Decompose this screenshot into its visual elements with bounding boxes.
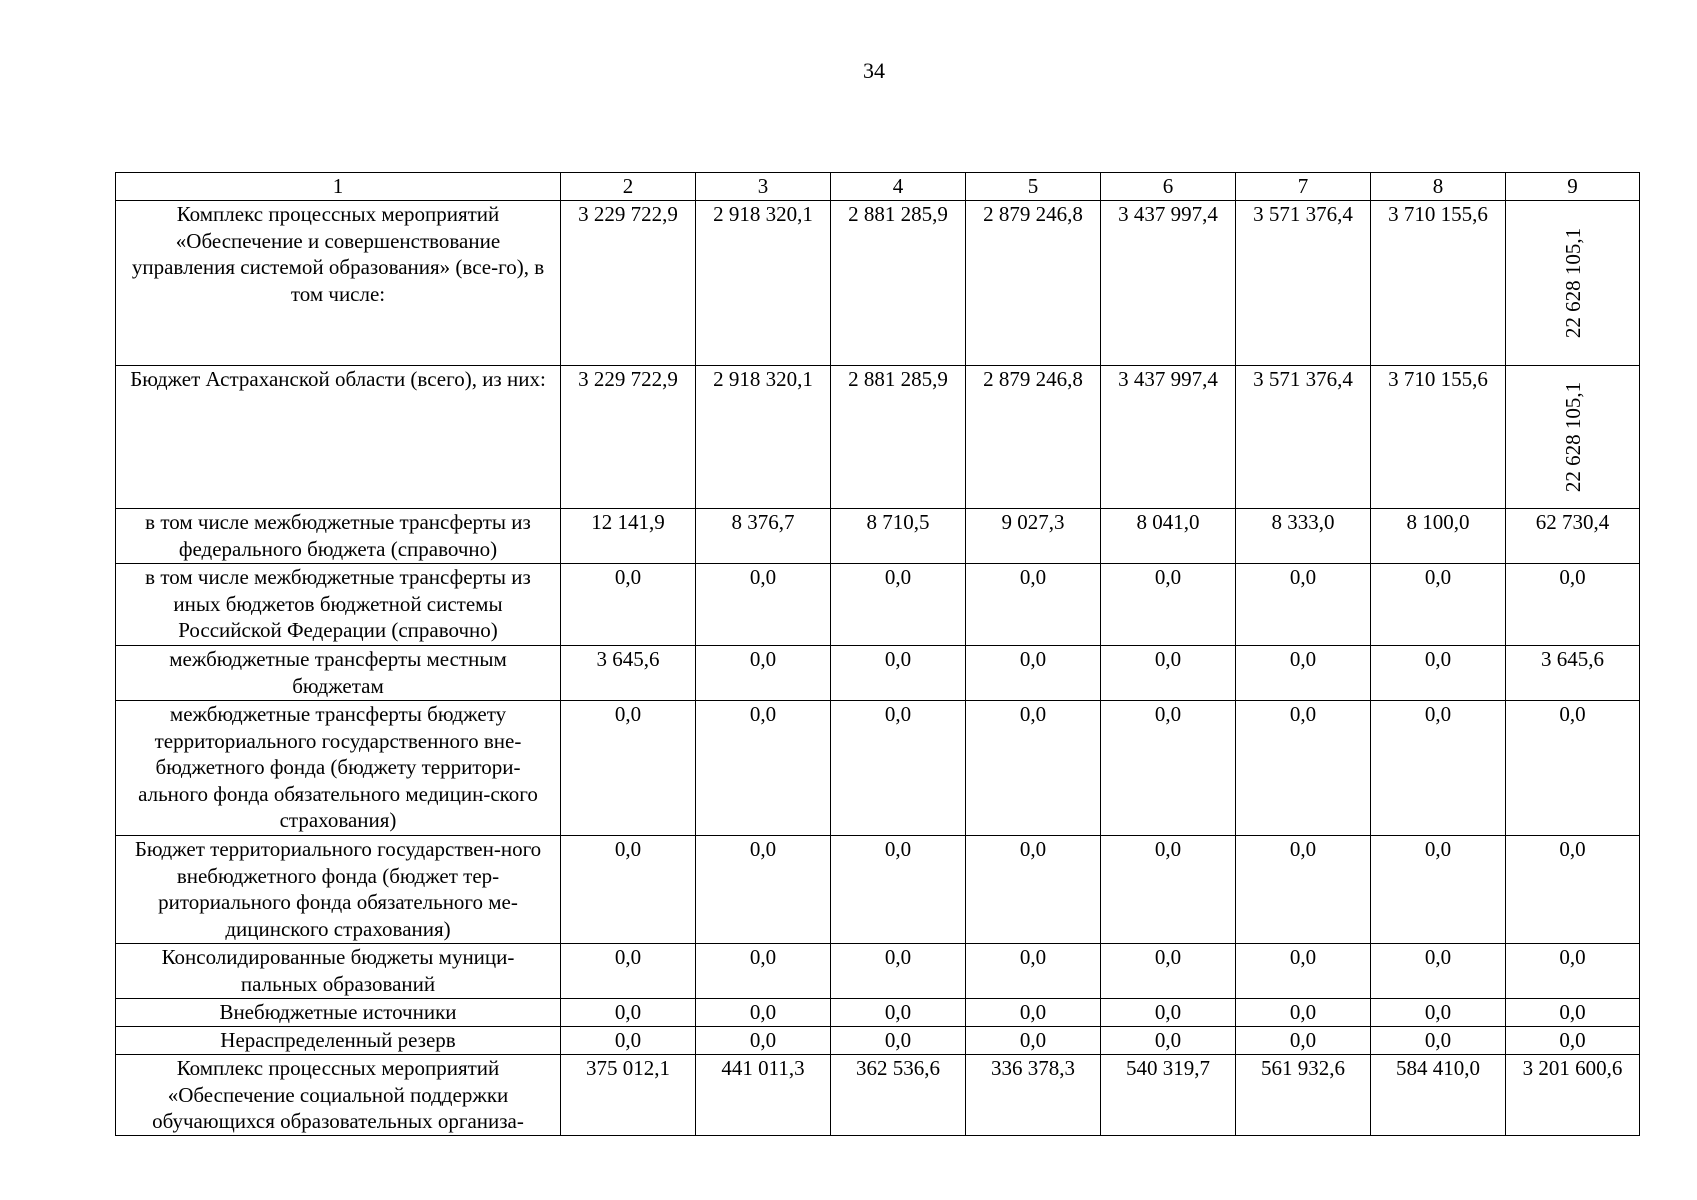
value-cell: 0,0 <box>1371 1027 1506 1055</box>
value-cell: 375 012,1 <box>561 1055 696 1136</box>
value-cell: 0,0 <box>696 646 831 701</box>
total-cell: 0,0 <box>1506 1027 1640 1055</box>
value-cell: 8 100,0 <box>1371 509 1506 564</box>
column-header-2: 2 <box>561 173 696 201</box>
value-cell: 0,0 <box>1371 999 1506 1027</box>
value-cell: 8 333,0 <box>1236 509 1371 564</box>
value-cell: 0,0 <box>1236 646 1371 701</box>
total-cell: 0,0 <box>1506 836 1640 944</box>
value-cell: 9 027,3 <box>966 509 1101 564</box>
value-cell: 0,0 <box>831 999 966 1027</box>
value-cell: 0,0 <box>966 564 1101 646</box>
row-label: Комплекс процессных мероприятий «Обеспечение социальной поддержки обучающихся образовательных организа- <box>116 1055 561 1136</box>
table-row <box>116 701 1640 836</box>
value-cell: 584 410,0 <box>1371 1055 1506 1136</box>
value-cell: 3 437 997,4 <box>1101 366 1236 509</box>
value-cell: 2 881 285,9 <box>831 201 966 366</box>
value-cell: 0,0 <box>561 836 696 944</box>
value-cell: 0,0 <box>696 944 831 999</box>
value-cell: 0,0 <box>1101 701 1236 836</box>
value-cell: 0,0 <box>696 1027 831 1055</box>
value-cell: 0,0 <box>966 701 1101 836</box>
column-header-3: 3 <box>696 173 831 201</box>
value-cell: 0,0 <box>1236 564 1371 646</box>
table-row <box>116 646 1640 701</box>
column-header-1: 1 <box>116 173 561 201</box>
value-cell: 0,0 <box>696 836 831 944</box>
value-cell: 8 041,0 <box>1101 509 1236 564</box>
value-cell: 0,0 <box>696 701 831 836</box>
table-row <box>116 509 1640 564</box>
total-cell: 0,0 <box>1506 701 1640 836</box>
table-row <box>116 1027 1640 1055</box>
value-cell: 0,0 <box>831 1027 966 1055</box>
value-cell: 8 376,7 <box>696 509 831 564</box>
value-cell: 0,0 <box>1236 944 1371 999</box>
value-cell: 0,0 <box>1101 564 1236 646</box>
row-label: межбюджетные трансферты бюджету территориального государственного вне-бюджетного фонда (бюджету территори-ального фонда обязательного медицин-ского страхования) <box>116 701 561 836</box>
value-cell: 0,0 <box>831 944 966 999</box>
value-cell: 0,0 <box>1371 701 1506 836</box>
value-cell: 362 536,6 <box>831 1055 966 1136</box>
value-cell: 0,0 <box>831 836 966 944</box>
value-cell: 3 710 155,6 <box>1371 201 1506 366</box>
value-cell: 2 881 285,9 <box>831 366 966 509</box>
value-cell: 0,0 <box>966 1027 1101 1055</box>
value-cell: 3 229 722,9 <box>561 366 696 509</box>
value-cell: 0,0 <box>1371 944 1506 999</box>
column-header-8: 8 <box>1371 173 1506 201</box>
total-cell: 0,0 <box>1506 564 1640 646</box>
value-cell: 561 932,6 <box>1236 1055 1371 1136</box>
row-label: Внебюджетные источники <box>116 999 561 1027</box>
table-row <box>116 201 1640 366</box>
value-cell: 0,0 <box>561 564 696 646</box>
value-cell: 0,0 <box>1236 999 1371 1027</box>
row-label: Нераспределенный резерв <box>116 1027 561 1055</box>
value-cell: 0,0 <box>561 701 696 836</box>
value-cell: 0,0 <box>696 564 831 646</box>
row-label: межбюджетные трансферты местным бюджетам <box>116 646 561 701</box>
table-row <box>116 944 1640 999</box>
column-header-4: 4 <box>831 173 966 201</box>
table-row <box>116 366 1640 509</box>
value-cell: 3 571 376,4 <box>1236 366 1371 509</box>
row-label: в том числе межбюджетные трансферты из иных бюджетов бюджетной системы Российской Федерации (справочно) <box>116 564 561 646</box>
row-label: Комплекс процессных мероприятий «Обеспечение и совершенствование управления системой образования» (все-го), в том числе: <box>116 201 561 366</box>
table-row <box>116 836 1640 944</box>
total-cell <box>1506 201 1640 366</box>
column-header-9: 9 <box>1506 173 1640 201</box>
value-cell: 2 918 320,1 <box>696 366 831 509</box>
value-cell: 0,0 <box>696 999 831 1027</box>
value-cell: 0,0 <box>1236 836 1371 944</box>
value-cell: 0,0 <box>561 944 696 999</box>
value-cell: 0,0 <box>831 564 966 646</box>
value-cell: 336 378,3 <box>966 1055 1101 1136</box>
value-cell: 0,0 <box>1371 564 1506 646</box>
value-cell: 2 918 320,1 <box>696 201 831 366</box>
value-cell: 0,0 <box>561 1027 696 1055</box>
column-header-5: 5 <box>966 173 1101 201</box>
header-row <box>116 173 1640 201</box>
value-cell: 0,0 <box>1101 836 1236 944</box>
page-number: 34 <box>863 58 885 83</box>
value-cell: 0,0 <box>561 999 696 1027</box>
value-cell: 0,0 <box>1236 1027 1371 1055</box>
value-cell: 12 141,9 <box>561 509 696 564</box>
value-cell: 0,0 <box>966 999 1101 1027</box>
value-cell: 3 710 155,6 <box>1371 366 1506 509</box>
budget-table <box>115 172 1640 1136</box>
value-cell: 0,0 <box>1371 646 1506 701</box>
value-cell: 0,0 <box>1101 646 1236 701</box>
table-row <box>116 564 1640 646</box>
total-cell: 0,0 <box>1506 999 1640 1027</box>
value-cell: 0,0 <box>831 646 966 701</box>
total-cell: 3 645,6 <box>1506 646 1640 701</box>
value-cell: 0,0 <box>1101 1027 1236 1055</box>
row-label: в том числе межбюджетные трансферты из федерального бюджета (справочно) <box>116 509 561 564</box>
row-label: Бюджет территориального государствен-ного внебюджетного фонда (бюджет тер-риториального фонда обязательного ме-дицинского страхования) <box>116 836 561 944</box>
value-cell: 441 011,3 <box>696 1055 831 1136</box>
value-cell: 3 229 722,9 <box>561 201 696 366</box>
row-label: Консолидированные бюджеты муници-пальных образований <box>116 944 561 999</box>
value-cell: 0,0 <box>966 944 1101 999</box>
value-cell: 0,0 <box>1101 944 1236 999</box>
column-header-7: 7 <box>1236 173 1371 201</box>
total-cell: 0,0 <box>1506 944 1640 999</box>
value-cell: 540 319,7 <box>1101 1055 1236 1136</box>
table-row <box>116 1055 1640 1136</box>
total-value: 22 628 105,1 <box>1560 227 1585 339</box>
total-cell <box>1506 366 1640 509</box>
total-cell: 3 201 600,6 <box>1506 1055 1640 1136</box>
value-cell: 2 879 246,8 <box>966 366 1101 509</box>
row-label: Бюджет Астраханской области (всего), из них: <box>116 366 561 509</box>
value-cell: 0,0 <box>1371 836 1506 944</box>
value-cell: 0,0 <box>966 646 1101 701</box>
value-cell: 0,0 <box>966 836 1101 944</box>
column-header-6: 6 <box>1101 173 1236 201</box>
total-cell: 62 730,4 <box>1506 509 1640 564</box>
value-cell: 0,0 <box>831 701 966 836</box>
value-cell: 0,0 <box>1101 999 1236 1027</box>
value-cell: 3 437 997,4 <box>1101 201 1236 366</box>
value-cell: 0,0 <box>1236 701 1371 836</box>
value-cell: 2 879 246,8 <box>966 201 1101 366</box>
value-cell: 3 571 376,4 <box>1236 201 1371 366</box>
table-row <box>116 999 1640 1027</box>
value-cell: 3 645,6 <box>561 646 696 701</box>
value-cell: 8 710,5 <box>831 509 966 564</box>
total-value: 22 628 105,1 <box>1560 381 1585 493</box>
